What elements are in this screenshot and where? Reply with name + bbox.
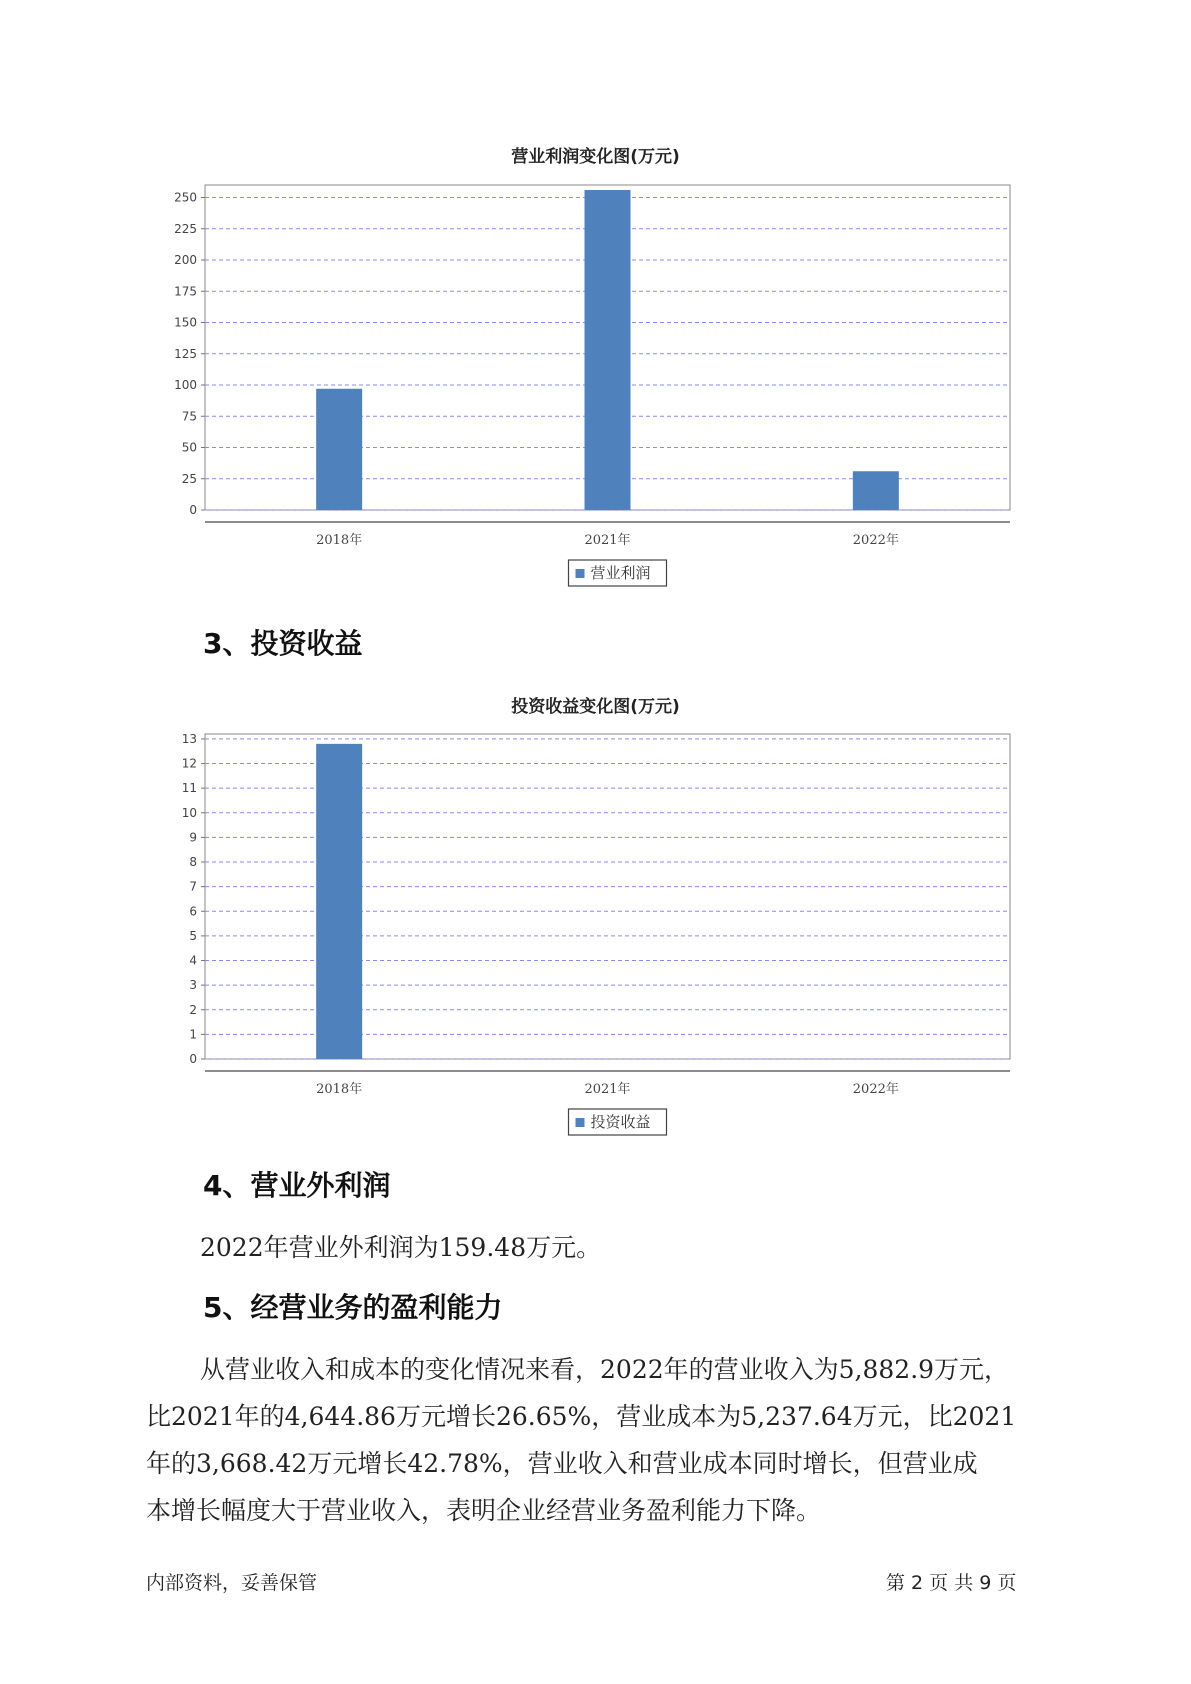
bar-2022年 — [853, 471, 899, 510]
y-tick-label: 8 — [189, 855, 197, 870]
y-tick-label: 3 — [189, 978, 197, 993]
y-tick-label: 150 — [174, 315, 197, 330]
section-5-line-2: 比2021年的4,644.86万元增长26.65%，营业成本为5,237.64万元，比2021 — [146, 1402, 1017, 1431]
footer-note: 内部资料，妥善保管 — [146, 1572, 318, 1594]
legend-label: 投资收益 — [590, 1113, 651, 1131]
section-4-heading: 4、营业外利润 — [203, 1169, 391, 1202]
bar-2018年 — [316, 389, 362, 510]
y-tick-label: 0 — [189, 1052, 197, 1066]
x-tick-label: 2022年 — [852, 1082, 899, 1097]
y-tick-label: 175 — [174, 284, 197, 299]
legend-label: 营业利润 — [590, 564, 651, 582]
y-tick-label: 125 — [174, 346, 197, 361]
y-tick-label: 12 — [181, 756, 197, 771]
section-5-line-1: 从营业收入和成本的变化情况来看，2022年的营业收入为5,882.9万元， — [200, 1355, 1010, 1384]
y-tick-label: 25 — [181, 471, 197, 486]
y-tick-label: 2 — [189, 1002, 197, 1017]
page-number: 第 2 页 共 9 页 — [886, 1572, 1017, 1594]
y-tick-label: 1 — [189, 1027, 197, 1042]
bar-2018年 — [316, 744, 362, 1059]
y-tick-label: 75 — [181, 409, 197, 424]
legend-swatch — [576, 569, 585, 578]
y-tick-label: 50 — [181, 440, 197, 455]
section-4-text: 2022年营业外利润为159.48万元。 — [200, 1233, 602, 1262]
x-tick-label: 2021年 — [584, 533, 631, 548]
y-tick-label: 9 — [189, 830, 197, 845]
section-3-heading: 3、投资收益 — [203, 627, 363, 660]
x-tick-label: 2018年 — [316, 533, 363, 548]
section-5-line-3: 年的3,668.42万元增长42.78%，营业收入和营业成本同时增长，但营业成 — [146, 1449, 978, 1478]
y-tick-label: 250 — [174, 190, 197, 205]
chart1-title: 营业利润变化图(万元) — [511, 147, 680, 167]
y-tick-label: 10 — [181, 805, 197, 820]
section-5-heading: 5、经营业务的盈利能力 — [203, 1291, 503, 1324]
operating-profit-chart — [160, 175, 1020, 595]
y-tick-label: 225 — [174, 221, 197, 236]
y-tick-label: 100 — [174, 378, 197, 392]
x-tick-label: 2018年 — [316, 1082, 363, 1097]
section-5-line-4: 本增长幅度大于营业收入，表明企业经营业务盈利能力下降。 — [146, 1496, 822, 1525]
investment-income-chart — [160, 724, 1020, 1144]
y-tick-label: 13 — [181, 731, 197, 746]
y-tick-label: 200 — [174, 253, 197, 267]
x-tick-label: 2022年 — [852, 533, 899, 548]
y-tick-label: 5 — [189, 928, 197, 943]
chart2-title: 投资收益变化图(万元) — [511, 697, 680, 717]
y-tick-label: 7 — [189, 879, 197, 894]
y-tick-label: 0 — [189, 503, 197, 517]
bar-2021年 — [585, 190, 631, 510]
legend-swatch — [576, 1118, 585, 1127]
x-tick-label: 2021年 — [584, 1082, 631, 1097]
y-tick-label: 4 — [189, 953, 197, 968]
y-tick-label: 6 — [189, 904, 197, 919]
y-tick-label: 11 — [181, 781, 197, 796]
